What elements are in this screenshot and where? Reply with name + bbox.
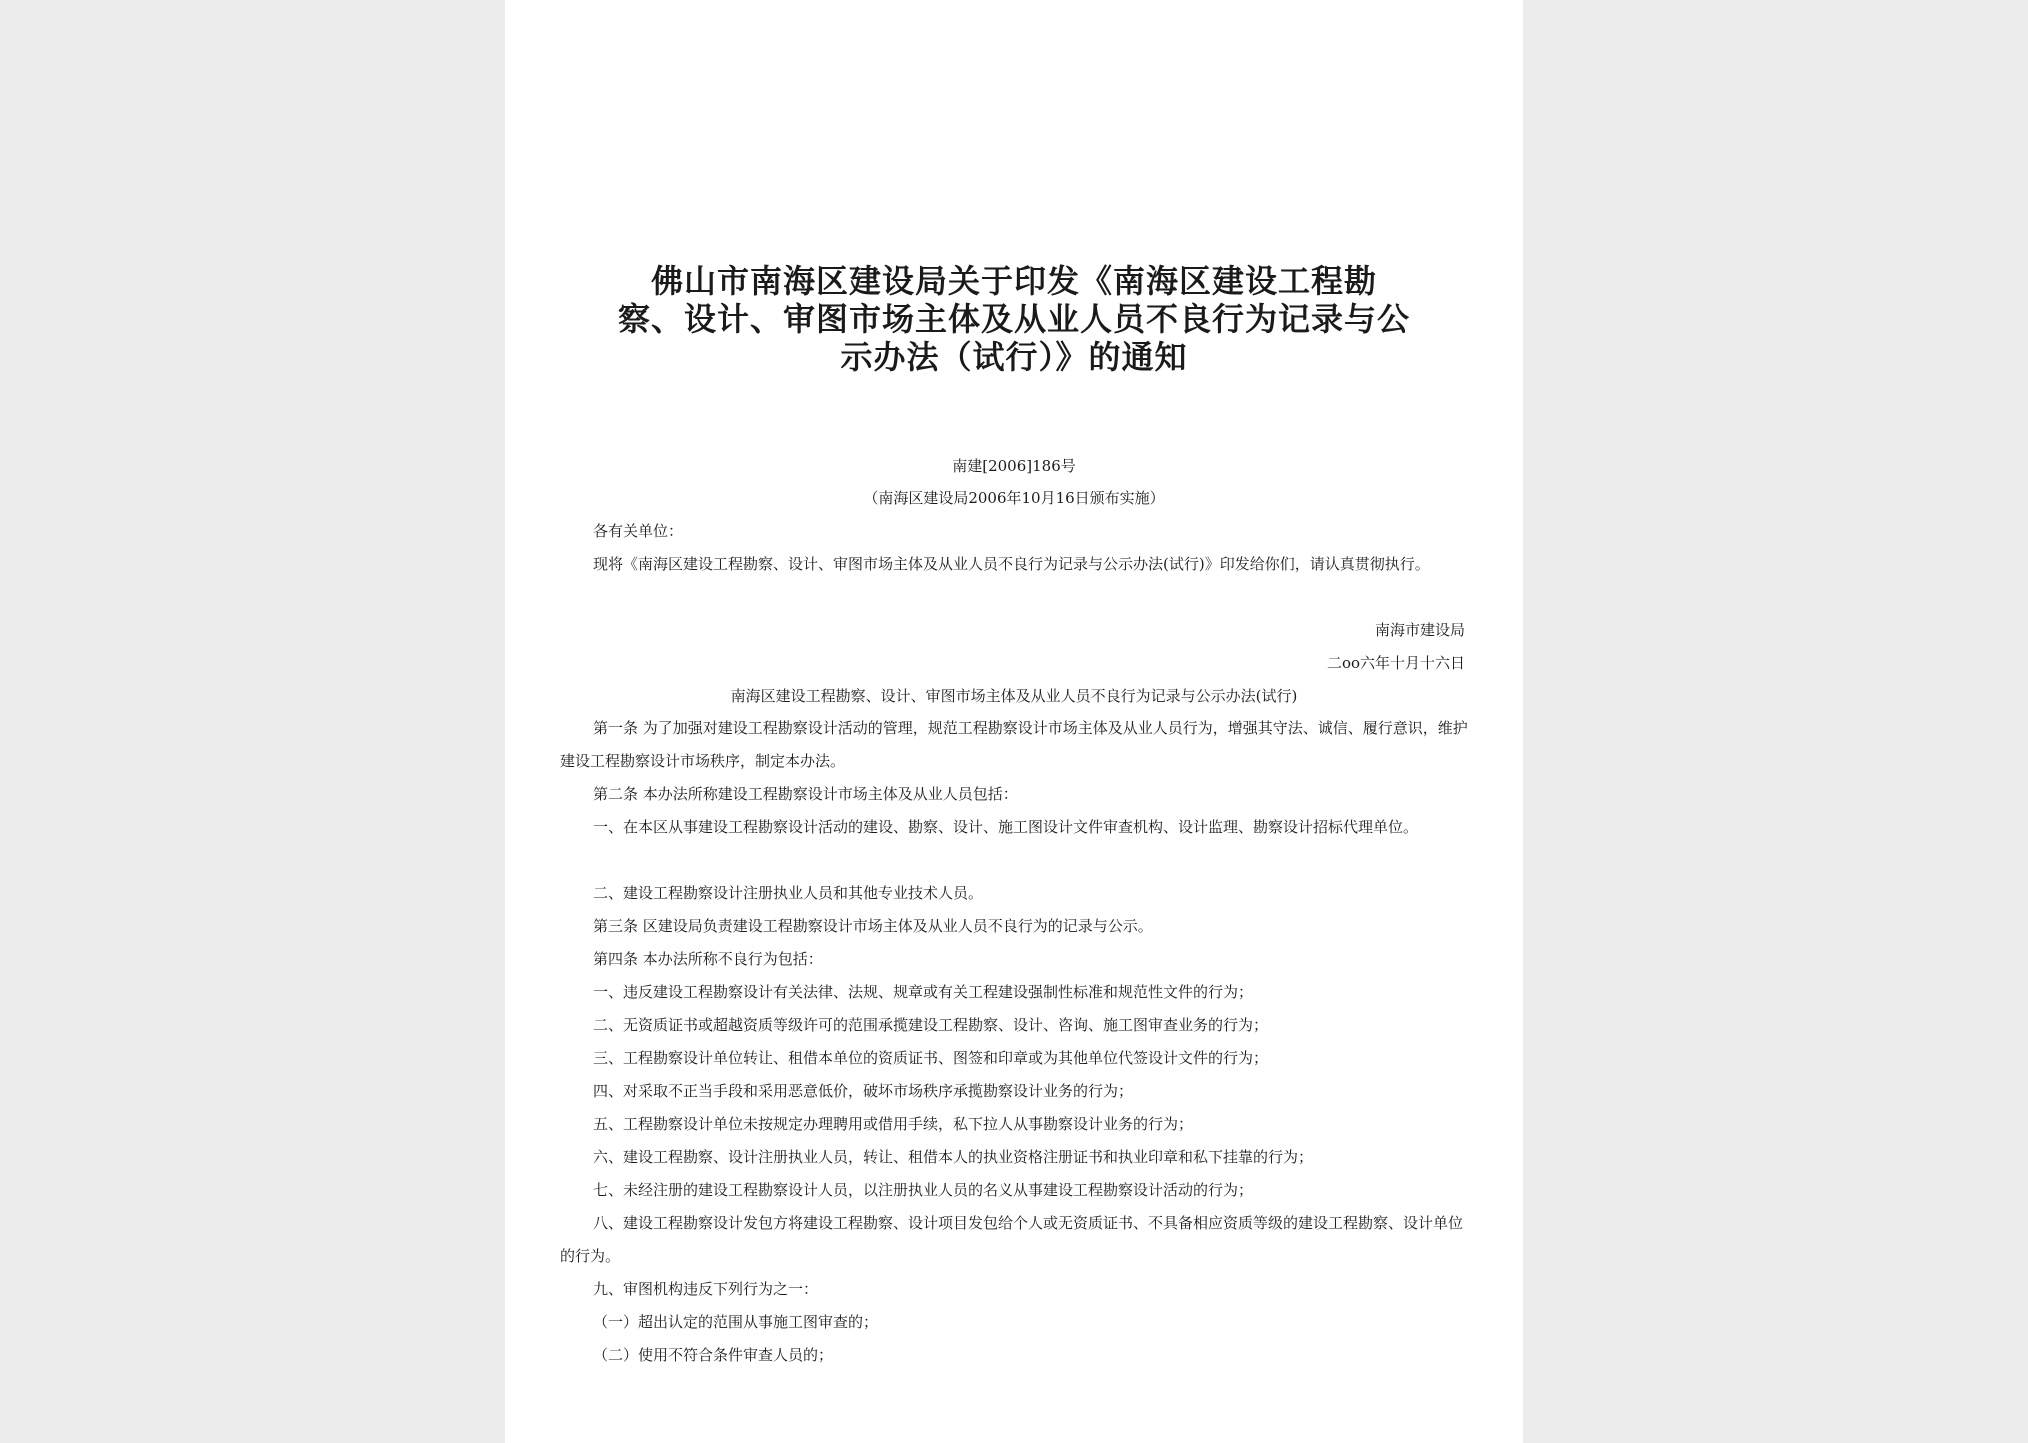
article-paragraph: 七、未经注册的建设工程勘察设计人员，以注册执业人员的名义从事建设工程勘察设计活动的行为； [593,1181,1254,1199]
article-paragraph: 第三条 区建设局负责建设工程勘察设计市场主体及从业人员不良行为的记录与公示。 [593,917,1153,935]
article-paragraph: 第四条 本办法所称不良行为包括： [593,950,823,968]
article-paragraph: 一、在本区从事建设工程勘察设计活动的建设、勘察、设计、施工图设计文件审查机构、设计监理、勘察设计招标代理单位。 [593,818,1419,836]
article-paragraph: 五、工程勘察设计单位未按规定办理聘用或借用手续，私下拉人从事勘察设计业务的行为； [593,1115,1194,1133]
title-line: 察、设计、审图市场主体及从业人员不良行为记录与公 [617,300,1410,338]
salutation: 各有关单位： [593,522,684,540]
article-paragraph: 一、违反建设工程勘察设计有关法律、法规、规章或有关工程建设强制性标准和规范性文件的行为； [593,983,1254,1001]
issuer: 南海市建设局 [1374,621,1465,639]
measures-title: 南海区建设工程勘察、设计、审图市场主体及从业人员不良行为记录与公示办法(试行) [730,687,1298,705]
article-paragraph: （一）超出认定的范围从事施工图审查的； [593,1313,879,1331]
article-paragraph: 九、审图机构违反下列行为之一： [593,1280,819,1298]
article-paragraph: 八、建设工程勘察设计发包方将建设工程勘察、设计项目发包给个人或无资质证书、不具备相应资质等级的建设工程勘察、设计单位的行为。 [560,1214,1464,1265]
article-paragraph: 第一条 为了加强对建设工程勘察设计活动的管理，规范工程勘察设计市场主体及从业人员行为，增强其守法、诚信、履行意识，维护建设工程勘察设计市场秩序，制定本办法。 [560,719,1468,770]
title-line: 佛山市南海区建设局关于印发《南海区建设工程勘 [650,262,1377,300]
article-paragraph: 六、建设工程勘察、设计注册执业人员，转让、租借本人的执业资格注册证书和执业印章和私下挂靠的行为； [593,1148,1314,1166]
article-paragraph: 四、对采取不正当手段和采用恶意低价，破坏市场秩序承揽勘察设计业务的行为； [593,1082,1134,1100]
article-paragraph: 二、无资质证书或超越资质等级许可的范围承揽建设工程勘察、设计、咨询、施工图审查业务的行为； [593,1016,1269,1034]
article-paragraph: 第二条 本办法所称建设工程勘察设计市场主体及从业人员包括： [593,785,1018,803]
document-page [505,0,1523,1443]
intro-paragraph: 现将《南海区建设工程勘察、设计、审图市场主体及从业人员不良行为记录与公示办法(试行)》印发给你们，请认真贯彻执行。 [593,555,1430,573]
article-paragraph: 三、工程勘察设计单位转让、租借本单位的资质证书、图签和印章或为其他单位代签设计文件的行为； [593,1049,1269,1067]
doc-number: 南建[2006]186号 [952,457,1076,475]
issue-date: 二oo六年十月十六日 [1326,654,1465,672]
issued-note: （南海区建设局2006年10月16日颁布实施） [863,489,1165,507]
article-paragraph: （二）使用不符合条件审查人员的； [593,1346,834,1364]
article-paragraph: 二、建设工程勘察设计注册执业人员和其他专业技术人员。 [593,884,984,902]
document-title [570,262,1458,376]
title-line: 示办法（试行）》的通知 [840,338,1188,376]
